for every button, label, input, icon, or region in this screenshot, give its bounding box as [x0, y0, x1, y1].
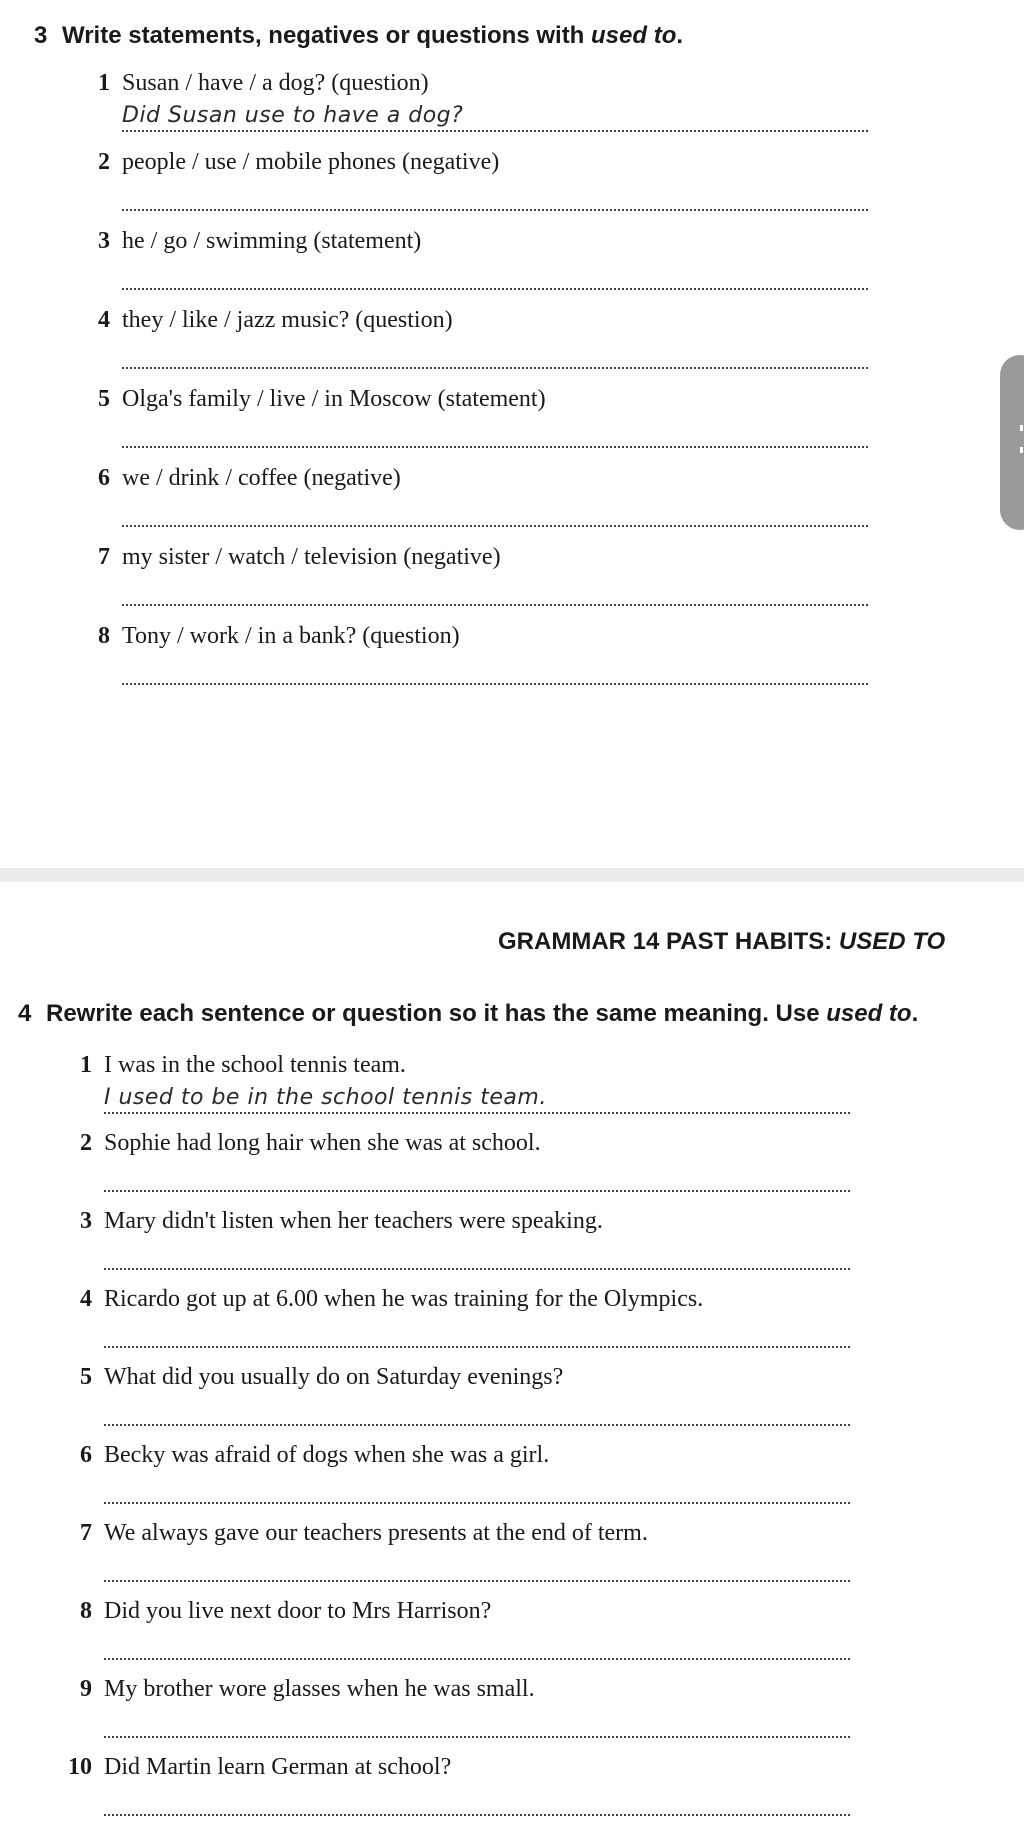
answer-line[interactable]: [122, 495, 868, 527]
item-number: 8: [98, 623, 110, 649]
item-number: 5: [80, 1364, 92, 1390]
item-prompt: We always gave our teachers presents at the end of term.: [104, 1520, 648, 1546]
grammar-header-text: GRAMMAR 14 PAST HABITS:: [498, 928, 839, 955]
item-number: 3: [98, 228, 110, 254]
worksheet-page-bottom: [0, 882, 1024, 1840]
instruction-emphasis: used to: [826, 1000, 912, 1027]
handwritten-answer: I used to be in the school tennis team.: [104, 1085, 547, 1110]
item-prompt: people / use / mobile phones (negative): [122, 149, 500, 175]
exercise-3-heading: [34, 22, 683, 50]
answer-line[interactable]: [122, 179, 868, 211]
instruction-end: .: [676, 22, 684, 49]
item-number: 6: [80, 1442, 92, 1468]
answer-line[interactable]: [122, 653, 868, 685]
answer-line[interactable]: [104, 1394, 850, 1426]
item-prompt: they / like / jazz music? (question): [122, 307, 453, 333]
item-number: 9: [80, 1676, 92, 1702]
item-number: 1: [98, 70, 110, 96]
item-prompt: I was in the school tennis team.: [104, 1052, 406, 1078]
item-number: 7: [98, 544, 110, 570]
answer-line[interactable]: [104, 1628, 850, 1660]
answer-line[interactable]: [122, 258, 868, 290]
item-prompt: Sophie had long hair when she was at school.: [104, 1130, 541, 1156]
answer-line[interactable]: [104, 1550, 850, 1582]
side-scroll-tab[interactable]: [1000, 355, 1024, 530]
item-prompt: Mary didn't listen when her teachers were speaking.: [104, 1208, 603, 1234]
item-number: 6: [98, 465, 110, 491]
item-prompt: my sister / watch / television (negative): [122, 544, 501, 570]
instruction-emphasis: used to: [591, 22, 677, 49]
item-prompt: we / drink / coffee (negative): [122, 465, 401, 491]
item-prompt: Olga's family / live / in Moscow (statement): [122, 386, 546, 412]
instruction-end: .: [911, 1000, 919, 1027]
answer-line[interactable]: [122, 574, 868, 606]
item-prompt: What did you usually do on Saturday evenings?: [104, 1364, 564, 1390]
item-prompt: he / go / swimming (statement): [122, 228, 422, 254]
tab-grip-dot: [1020, 447, 1023, 453]
tab-grip-dot: [1020, 425, 1023, 431]
item-prompt: Did you live next door to Mrs Harrison?: [104, 1598, 492, 1624]
item-number: 8: [80, 1598, 92, 1624]
handwritten-answer: Did Susan use to have a dog?: [122, 103, 464, 128]
answer-line[interactable]: [104, 1472, 850, 1504]
answer-line[interactable]: [122, 100, 868, 132]
instruction-text: Write statements, negatives or questions with: [62, 22, 585, 49]
answer-line[interactable]: [104, 1160, 850, 1192]
item-number: 4: [98, 307, 110, 333]
item-prompt: Tony / work / in a bank? (question): [122, 623, 460, 649]
item-prompt: Susan / have / a dog? (question): [122, 70, 429, 96]
item-number: 4: [80, 1286, 92, 1312]
item-number: 2: [80, 1130, 92, 1156]
item-prompt: Ricardo got up at 6.00 when he was training for the Olympics.: [104, 1286, 704, 1312]
item-number: 7: [80, 1520, 92, 1546]
exercise-number: 3: [34, 22, 48, 49]
answer-line[interactable]: [104, 1316, 850, 1348]
page-separator: [0, 868, 1024, 882]
item-prompt: Becky was afraid of dogs when she was a girl.: [104, 1442, 550, 1468]
item-prompt: Did Martin learn German at school?: [104, 1754, 452, 1780]
item-number: 5: [98, 386, 110, 412]
item-number: 10: [68, 1754, 92, 1780]
exercise-4-heading: [18, 1000, 918, 1028]
answer-line[interactable]: [104, 1238, 850, 1270]
item-prompt: My brother wore glasses when he was small.: [104, 1676, 535, 1702]
item-number: 3: [80, 1208, 92, 1234]
answer-line[interactable]: [104, 1784, 850, 1816]
grammar-header-emphasis: USED TO: [838, 928, 946, 955]
instruction-text: Rewrite each sentence or question so it has the same meaning. Use: [46, 1000, 820, 1027]
answer-line[interactable]: [104, 1706, 850, 1738]
worksheet-page-top: [0, 0, 1024, 868]
exercise-number: 4: [18, 1000, 32, 1027]
item-number: 2: [98, 149, 110, 175]
grammar-section-header: [498, 928, 945, 956]
answer-line[interactable]: [122, 416, 868, 448]
answer-line[interactable]: [122, 337, 868, 369]
answer-line[interactable]: [104, 1082, 850, 1114]
item-number: 1: [80, 1052, 92, 1078]
